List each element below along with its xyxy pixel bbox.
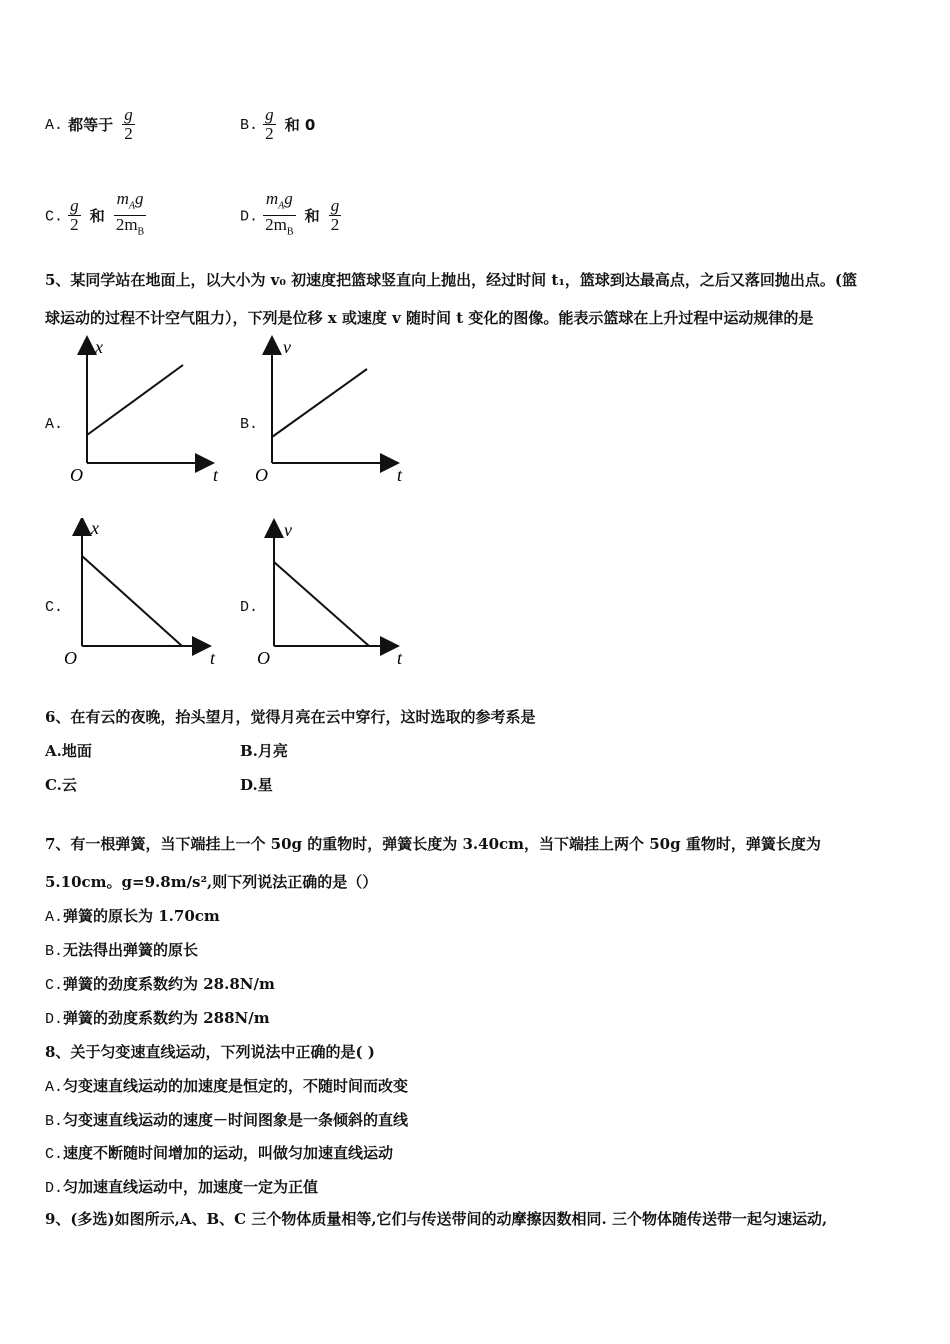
q5-line2: 球运动的过程不计空气阻力），下列是位移 x 或速度 v 随时间 t 变化的图像。能表示篮球在上升过程中运动规律的是 xyxy=(45,309,814,327)
option-text: 和 0 xyxy=(284,116,316,134)
q7-option-a: A.弹簧的原长为 1.70cm xyxy=(45,907,220,926)
fraction: $\frac{g}{2}$ xyxy=(330,196,340,235)
fraction: $\frac{g}{2}$ xyxy=(265,105,274,143)
q4-option-d xyxy=(240,190,341,242)
q6-question: 6、在有云的夜晚，抬头望月，觉得月亮在云中穿行，这时选取的参考系是 xyxy=(45,708,536,726)
fraction: $\frac{g}{2}$ xyxy=(124,105,133,143)
origin-label: O xyxy=(255,465,268,485)
graph-line xyxy=(82,556,182,646)
q8-option-d: D.匀加速直线运动中，加速度一定为正值 xyxy=(45,1178,319,1197)
q6-option-c: C.云 xyxy=(45,776,77,794)
y-axis-label: x xyxy=(91,518,99,538)
fraction: $\frac{g}{2}$ xyxy=(70,196,79,235)
option-text: 都等于 xyxy=(68,116,114,134)
q6-option-d: D.星 xyxy=(240,776,273,794)
q9-line1: 9、(多选)如图所示,A、B、C 三个物体质量相等,它们与传送带间的动摩擦因数相同. 三个物体随传送带一起匀速运动, xyxy=(45,1210,828,1228)
q7-option-b: B.无法得出弹簧的原长 xyxy=(45,941,199,960)
graph-c-label: C. xyxy=(45,599,64,616)
graph-line xyxy=(274,562,369,646)
y-axis-label: x xyxy=(95,337,103,357)
fraction: $\frac{m_Ag}{2m_B}$ xyxy=(115,189,145,238)
graph-line xyxy=(272,369,367,437)
y-axis-label: v xyxy=(283,337,291,357)
fraction: $\frac{m_Ag}{2m_B}$ xyxy=(265,189,294,238)
graph-a-label: A. xyxy=(45,416,64,433)
and-text: 和 xyxy=(304,207,320,226)
graph-b xyxy=(255,335,425,490)
x-axis-label: t xyxy=(397,465,403,485)
q4-option-b xyxy=(240,106,319,143)
q7-line1: 7、有一根弹簧，当下端挂上一个 50g 的重物时，弹簧长度为 3.40cm，当下端挂上两个 50g 重物时，弹簧长度为 xyxy=(45,835,821,853)
graph-c xyxy=(60,518,230,673)
graph-a xyxy=(60,335,230,490)
q7-line2: 5.10cm。g=9.8m/s²,则下列说法正确的是（） xyxy=(45,873,378,891)
graph-b-label: B. xyxy=(240,416,259,433)
origin-label: O xyxy=(70,465,83,485)
y-axis-label: v xyxy=(284,520,292,540)
q7-option-d: D.弹簧的劲度系数约为 288N/m xyxy=(45,1009,270,1028)
x-axis-label: t xyxy=(397,648,403,668)
q4-option-c xyxy=(45,190,146,242)
graph-d-label: D. xyxy=(240,599,259,616)
x-axis-label: t xyxy=(213,465,219,485)
x-axis-label: t xyxy=(210,648,216,668)
option-label: D. xyxy=(240,208,259,226)
q6-option-a: A.地面 xyxy=(45,742,92,760)
q5-line1: 5、某同学站在地面上，以大小为 v₀ 初速度把篮球竖直向上抛出，经过时间 t₁，篮球到达最高点，之后又落回抛出点。(篮 xyxy=(45,271,857,289)
q6-option-b: B.月亮 xyxy=(240,742,288,760)
graph-line xyxy=(87,365,183,435)
option-label: B. xyxy=(240,117,259,134)
q8-question: 8、关于匀变速直线运动，下列说法中正确的是( ) xyxy=(45,1043,375,1061)
origin-label: O xyxy=(257,648,270,668)
q4-option-a xyxy=(45,106,135,143)
q8-option-a: A.匀变速直线运动的加速度是恒定的，不随时间而改变 xyxy=(45,1077,409,1096)
origin-label: O xyxy=(64,648,77,668)
option-label: C. xyxy=(45,208,64,226)
q8-option-b: B.匀变速直线运动的速度－时间图象是一条倾斜的直线 xyxy=(45,1111,409,1130)
graph-d xyxy=(255,518,425,673)
q8-option-c: C.速度不断随时间增加的运动，叫做匀加速直线运动 xyxy=(45,1144,394,1163)
and-text: 和 xyxy=(89,207,105,226)
q7-option-c: C.弹簧的劲度系数约为 28.8N/m xyxy=(45,975,275,994)
option-label: A. xyxy=(45,117,64,134)
